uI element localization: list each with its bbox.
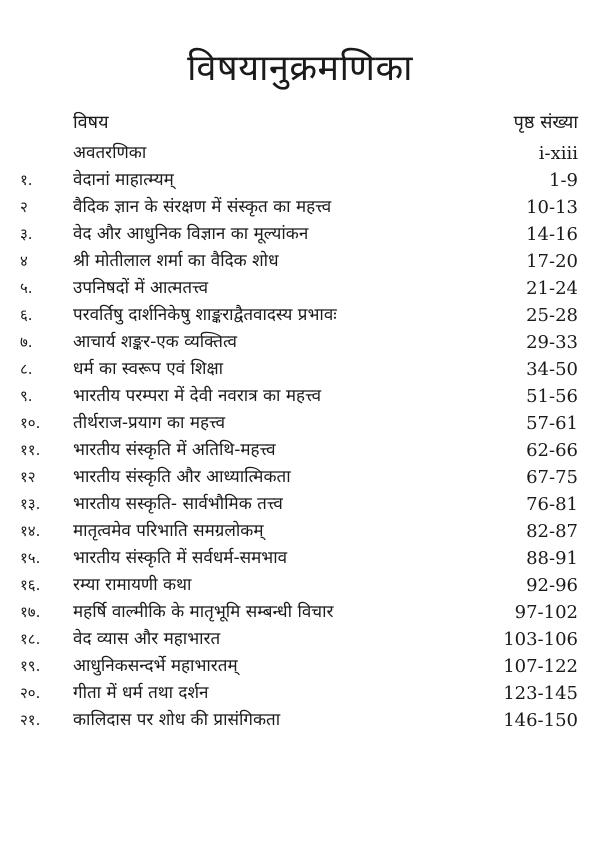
toc-entry	[0, 518, 600, 545]
entry-number: १.	[20, 171, 33, 189]
entry-pages: 82-87	[526, 521, 578, 542]
entry-title: आचार्य शङ्कर-एक व्यक्तित्व	[73, 332, 237, 352]
entry-title: वेदानां माहात्म्यम्	[73, 170, 174, 190]
entry-number: ४	[20, 252, 28, 270]
entry-number: १६.	[20, 576, 41, 594]
toc-entry	[0, 599, 600, 626]
entry-title: तीर्थराज-प्रयाग का महत्त्व	[73, 413, 226, 433]
toc-entry	[0, 356, 600, 383]
entry-pages: 29-33	[526, 332, 578, 353]
entry-title: परवर्तिषु दार्शनिकेषु शाङ्कराद्वैतवादस्य प्रभावः	[73, 305, 337, 325]
toc-entry	[0, 383, 600, 410]
entry-title: उपनिषदों में आत्मतत्त्व	[73, 278, 209, 298]
entry-number: ३.	[20, 225, 33, 243]
entry-title: भारतीय संस्कृति में अतिथि-महत्त्व	[73, 440, 276, 460]
toc-entry	[0, 302, 600, 329]
entry-pages: 107-122	[503, 656, 578, 677]
entry-number: २१.	[20, 711, 41, 729]
toc-entry	[0, 680, 600, 707]
entry-number: १७.	[20, 603, 41, 621]
entry-number: १३.	[20, 495, 41, 513]
entry-pages: 34-50	[526, 359, 578, 380]
subject-column-header: विषय	[73, 112, 109, 133]
entry-title: अवतरणिका	[73, 143, 147, 163]
entry-pages: 57-61	[526, 413, 578, 434]
entry-title: वेद व्यास और महाभारत	[73, 629, 221, 649]
entry-title: गीता में धर्म तथा दर्शन	[73, 683, 209, 703]
toc-entry	[0, 275, 600, 302]
toc-entry	[0, 464, 600, 491]
toc-entry	[0, 437, 600, 464]
entry-number: ९.	[20, 387, 33, 405]
toc-entry	[0, 248, 600, 275]
entry-number: १८.	[20, 630, 41, 648]
entry-number: ८.	[20, 360, 33, 378]
toc-entry	[0, 410, 600, 437]
entry-number: १९.	[20, 657, 41, 675]
entry-title: वेद और आधुनिक विज्ञान का मूल्यांकन	[73, 224, 309, 244]
toc-entry	[0, 491, 600, 518]
entry-pages: 17-20	[526, 251, 578, 272]
entry-number: १५.	[20, 549, 41, 567]
entry-pages: 25-28	[526, 305, 578, 326]
entry-pages: 51-56	[526, 386, 578, 407]
entry-pages: 97-102	[514, 602, 578, 623]
toc-entry	[0, 572, 600, 599]
entry-pages: 10-13	[526, 197, 578, 218]
entry-number: १०.	[20, 414, 41, 432]
entry-pages: 88-91	[526, 548, 578, 569]
entry-number: १२	[20, 468, 36, 486]
toc-entry	[0, 194, 600, 221]
entry-title: रम्या रामायणी कथा	[73, 575, 192, 595]
toc-header	[0, 106, 600, 136]
entry-title: वैदिक ज्ञान के संरक्षण में संस्कृत का महत्त्व	[73, 197, 332, 217]
entry-pages: 76-81	[526, 494, 578, 515]
entry-pages: 146-150	[503, 710, 578, 731]
entry-pages: 1-9	[549, 170, 578, 191]
toc-entry	[0, 653, 600, 680]
entry-number: ६.	[20, 306, 33, 324]
entry-title: कालिदास पर शोध की प्रासंगिकता	[73, 710, 281, 730]
toc-entry	[0, 626, 600, 653]
entry-title: आधुनिकसन्दर्भे महाभारतम्	[73, 656, 238, 676]
entry-title: महर्षि वाल्मीकि के मातृभूमि सम्बन्धी विचार	[73, 602, 334, 622]
page-title: विषयानुक्रमणिका	[187, 48, 413, 90]
entry-pages: 103-106	[503, 629, 578, 650]
table-of-contents	[0, 140, 600, 734]
entry-pages: 14-16	[526, 224, 578, 245]
toc-entry	[0, 707, 600, 734]
entry-number: १४.	[20, 522, 41, 540]
entry-title: भारतीय परम्परा में देवी नवरात्र का महत्त्व	[73, 386, 322, 406]
entry-title: भारतीय संस्कृति में सर्वधर्म-समभाव	[73, 548, 288, 568]
entry-pages: i-xiii	[538, 143, 578, 164]
toc-entry	[0, 329, 600, 356]
entry-number: ११.	[20, 441, 41, 459]
entry-number: २	[20, 198, 28, 216]
entry-pages: 123-145	[503, 683, 578, 704]
entry-title: श्री मोतीलाल शर्मा का वैदिक शोध	[73, 251, 279, 271]
toc-entry	[0, 167, 600, 194]
entry-title: धर्म का स्वरूप एवं शिक्षा	[73, 359, 224, 379]
entry-title: मातृत्वमेव परिभाति समग्रलोकम्	[73, 521, 264, 541]
entry-title: भारतीय संस्कृति और आध्यात्मिकता	[73, 467, 291, 487]
toc-entry	[0, 140, 600, 167]
entry-pages: 67-75	[526, 467, 578, 488]
entry-number: २०.	[20, 684, 41, 702]
entry-number: ७.	[20, 333, 33, 351]
entry-title: भारतीय सस्कृति- सार्वभौमिक तत्त्व	[73, 494, 283, 514]
toc-entry	[0, 545, 600, 572]
entry-pages: 92-96	[526, 575, 578, 596]
entry-pages: 21-24	[526, 278, 578, 299]
page-number-column-header: पृष्ठ संख्या	[513, 112, 578, 133]
entry-number: ५.	[20, 279, 33, 297]
entry-pages: 62-66	[526, 440, 578, 461]
toc-entry	[0, 221, 600, 248]
